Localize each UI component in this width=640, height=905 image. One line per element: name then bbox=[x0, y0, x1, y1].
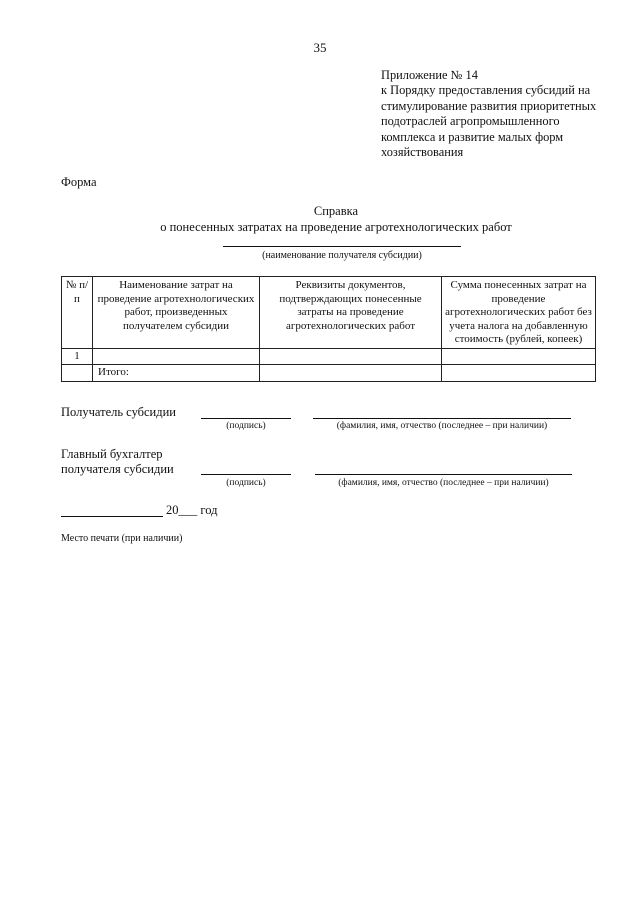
appendix-line: комплекса и развитие малых форм bbox=[381, 129, 564, 144]
form-label: Форма bbox=[61, 175, 97, 189]
cell-amount bbox=[442, 348, 596, 365]
name-caption: (фамилия, имя, отчество (последнее – при наличии) bbox=[338, 478, 549, 488]
name-caption: (фамилия, имя, отчество (последнее – при наличии) bbox=[336, 421, 548, 431]
cell-total-documents bbox=[260, 365, 442, 382]
header-amount: Сумма понесенных затрат на проведение агротехнологических работ без учета налога на добавленную стоимость (рублей, копеек) bbox=[442, 277, 596, 349]
accountant-label-line1: Главный бухгалтер bbox=[61, 447, 163, 461]
signature-caption: (подпись) bbox=[226, 478, 266, 488]
appendix-line: подотраслей агропромышленного bbox=[381, 114, 560, 129]
stamp-note: Место печати (при наличии) bbox=[61, 533, 183, 544]
header-cost-name: Наименование затрат на проведение агротехнологических работ, произведенных получателем субсидии bbox=[93, 277, 260, 349]
recipient-signature-line bbox=[201, 418, 291, 419]
recipient-signature-label: Получатель субсидии bbox=[61, 405, 176, 419]
appendix-line: хозяйствования bbox=[381, 145, 464, 160]
total-label: Итого: bbox=[93, 365, 260, 382]
accountant-signature-line bbox=[201, 474, 291, 475]
recipient-name-line bbox=[313, 418, 571, 419]
signature-caption: (подпись) bbox=[226, 421, 266, 431]
table-row bbox=[62, 348, 596, 365]
header-number: № п/п bbox=[62, 277, 93, 349]
appendix-line: стимулирование развития приоритетных bbox=[381, 98, 597, 113]
header-documents: Реквизиты документов, подтверждающих понесенные затраты на проведение агротехнологических работ bbox=[260, 277, 442, 349]
cell-cost-name bbox=[93, 348, 260, 365]
date-line bbox=[61, 516, 163, 517]
document-title: Справка bbox=[313, 204, 359, 218]
cell-total-amount bbox=[442, 365, 596, 382]
appendix-header bbox=[381, 68, 631, 160]
appendix-line: к Порядку предоставления субсидий на bbox=[381, 83, 591, 98]
recipient-name-line bbox=[223, 246, 461, 247]
cell-total-number bbox=[62, 365, 93, 382]
date-year: 20___ год bbox=[166, 503, 218, 517]
page-number: 35 bbox=[313, 40, 327, 55]
appendix-line: Приложение № 14 bbox=[381, 68, 478, 82]
costs-table bbox=[61, 276, 596, 382]
accountant-label-line2: получателя субсидии bbox=[61, 462, 174, 476]
cell-number: 1 bbox=[62, 348, 93, 365]
table-total-row bbox=[62, 365, 596, 382]
table-header-row bbox=[62, 277, 596, 349]
accountant-name-line bbox=[315, 474, 572, 475]
cell-documents bbox=[260, 348, 442, 365]
recipient-caption: (наименование получателя субсидии) bbox=[262, 250, 422, 261]
document-subtitle: о понесенных затратах на проведение агротехнологических работ bbox=[160, 220, 512, 234]
